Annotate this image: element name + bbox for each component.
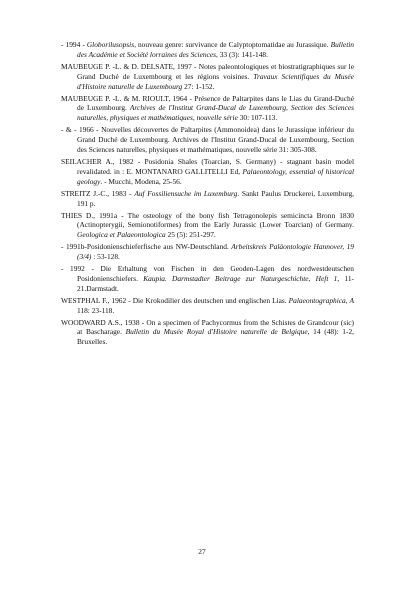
reference-title: -Posidonienschieferfische aus NW-Deutschland. [84, 242, 232, 252]
reference-authors: WESTPHAL F., 1962 [61, 295, 127, 305]
reference-journal: Palaeontographica, A [288, 295, 354, 305]
reference-pages: 25 (5): 251-297. [165, 230, 216, 240]
reference-authors: - 1991b [61, 242, 85, 252]
reference-authors: - 1992 [61, 264, 85, 274]
reference-pages: 118: 23-118. [77, 305, 115, 315]
reference-entry [61, 94, 354, 124]
reference-journal: Auf Fossiliensuche im Luxemburg [134, 188, 238, 198]
reference-journal: Geologica et Palaeontologica [77, 230, 166, 240]
reference-authors: THIES D., 1991a [61, 210, 118, 220]
reference-title: - Nouvelles découvertes de Paltarpites (Ammonoidea) dans le Jurassique inférieur du Grand Duché de Luxembourg. Archives de l'Institut Grand-Ducal de Luxembourg, Section des Sciences naturelles, physiques et mathématiques, nouvelle série 31: 305-308. [77, 125, 355, 155]
reference-pages: . Sankt Paulus Druckerei, Luxemburg, 191 p. [77, 188, 354, 208]
reference-pages: 27: 1-152. [182, 81, 215, 91]
reference-authors: STREITZ J.-C., 1983 [61, 188, 127, 198]
reference-pages: . - Mucchi, Modena, 25-56. [100, 176, 182, 186]
reference-entry [61, 157, 354, 187]
reference-entry [61, 242, 354, 262]
reference-entry [61, 264, 354, 294]
reference-entry: - 1994 - Globorilusopsis, nouveau genre: survivance de Calyptoptomatidae au Jurassique. Bulletin des Académie et Société lorraines des Sciences, 33 (3): 141-148. [61, 40, 354, 59]
reference-title: - Présence de Paltarpites dans le Lias du Grand-Duché de Luxembourg. [77, 93, 355, 113]
reference-title: - Notes paleontologiques et biostratigraphiques sur le Grand Duché de Luxembourg et les régions voisines. [77, 61, 355, 81]
reference-journal: Kaupia. Darmstadter Beitrage zur Naturgeschichte, Heft 1 [143, 273, 338, 283]
reference-title: - Die Krokodilier des deutschen und englischen Lias. [126, 295, 289, 305]
reference-entry [61, 62, 354, 92]
reference-journal: Arbeitskreis Paläontologie Hannover, 19 (3/4) [77, 242, 354, 262]
reference-journal: Bulletin du Musée Royal d'Histoire naturelle de Belgique [125, 327, 308, 337]
reference-pages: 30: 107-113. [237, 113, 278, 123]
reference-authors: MAUBEUGE P. -L. & D. DELSATE, 1997 [61, 61, 192, 71]
reference-title: nouveau genre: survivance de Calyptoptomatidae au Jurassique. [135, 40, 331, 49]
reference-authors: MAUBEUGE P. -L. & M. RIOULT, 1964 [61, 93, 188, 103]
reference-entry [61, 318, 354, 348]
reference-title: - Posidonia Shales (Toarcian, S. Germany) - stagnant basin model revalidated. in : E. MONTANARO GALLITELLI Ed, [77, 156, 355, 176]
reference-title: - Die Erhaltung von Fischen in den Geoden-Lagen des nordwestdeutschen Posidonienschiefers. [77, 264, 354, 283]
reference-title: - On a specimen of Pachycormus from the Schistes de Grandcour (sic) at Bascharage. [77, 317, 354, 337]
reference-pages: , 11-21.Darmstadt. [77, 273, 354, 293]
reference-authors: WOODWARD A.S., 1938 [61, 317, 140, 327]
reference-authors: - 1994 [61, 40, 81, 49]
reference-authors: SEILACHER A., 1982 [61, 156, 134, 166]
reference-journal: Archives de l'Institut Grand-Ducal de Luxembourg, Section des Sciences naturelles, physiques et mathématiques, nouvelle série [77, 103, 355, 123]
reference-pages: : 53-128. [91, 252, 120, 262]
reference-entry [61, 211, 354, 241]
reference-list [61, 40, 354, 349]
reference-pages: , 33 (3): 141-148. [216, 49, 268, 59]
reference-entry [61, 189, 354, 209]
reference-lead-term: Globorilusopsis, [86, 40, 136, 49]
reference-title: - The osteology of the bony fish Tetragonolepis semicincta Bronn 1830 (Actinopterygii, Semionotiformes) from the Early Jurassic (Lower Toarcian) of Germany. [77, 210, 354, 230]
reference-title: - [126, 188, 135, 198]
reference-journal: Bulletin des Académie et Société lorraines des Sciences [77, 40, 354, 59]
page-number: 27 [198, 547, 206, 556]
reference-authors: - & - 1966 [61, 125, 94, 135]
reference-entry [61, 125, 354, 155]
reference-pages: , 14 (48): 1-2, Bruxelles. [77, 327, 354, 347]
reference-journal: Palaeontology, essential of historical geology [77, 166, 354, 186]
reference-journal: Travaux Scientifiques du Musée d'Histoire naturelle de Luxembourg [77, 71, 354, 91]
reference-entry [61, 296, 354, 316]
